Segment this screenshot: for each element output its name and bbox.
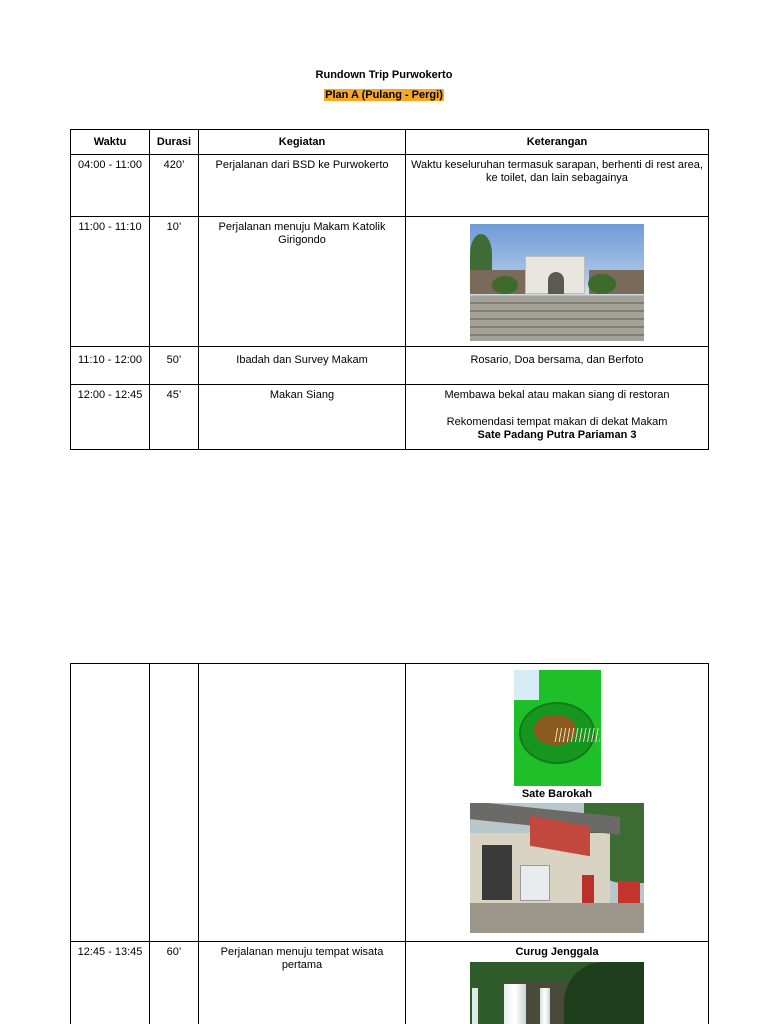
cell-durasi	[150, 664, 199, 942]
plan-subtitle: Plan A (Pulang - Pergi)	[325, 89, 443, 101]
cell-durasi: 420’	[150, 155, 199, 217]
table-header-row	[71, 130, 709, 155]
restaurant-name: Sate Padang Putra Pariaman 3	[477, 429, 637, 441]
cell-kegiatan	[199, 664, 406, 942]
header-durasi: Durasi	[150, 130, 199, 155]
cell-durasi: 45’	[150, 385, 199, 450]
cell-kegiatan: Ibadah dan Survey Makam	[199, 347, 406, 385]
cell-keterangan: Rosario, Doa bersama, dan Berfoto	[406, 347, 709, 385]
cell-kegiatan: Perjalanan dari BSD ke Purwokerto	[199, 155, 406, 217]
keterangan-text: Membawa bekal atau makan siang di restoran	[444, 389, 670, 401]
cell-waktu: 12:00 - 12:45	[71, 385, 150, 450]
cell-durasi: 10’	[150, 217, 199, 347]
cell-durasi: 60’	[150, 942, 199, 1024]
sate-barokah-label: Sate Barokah	[521, 788, 593, 800]
document-title: Rundown Trip Purwokerto	[315, 69, 453, 81]
subtitle-wrap	[0, 89, 768, 101]
table-row	[71, 664, 709, 942]
cell-waktu	[71, 664, 150, 942]
curug-jenggala-photo	[470, 962, 644, 1024]
header-kegiatan: Kegiatan	[199, 130, 406, 155]
sate-photo	[514, 670, 601, 786]
cell-waktu: 11:00 - 11:10	[71, 217, 150, 347]
table-row	[71, 155, 709, 217]
cell-durasi: 50’	[150, 347, 199, 385]
curug-jenggala-label: Curug Jenggala	[515, 946, 599, 958]
cell-keterangan	[406, 942, 709, 1024]
cell-keterangan	[406, 217, 709, 347]
rundown-table	[70, 129, 709, 450]
cell-kegiatan: Makan Siang	[199, 385, 406, 450]
table-row	[71, 385, 709, 450]
table-row	[71, 217, 709, 347]
cell-waktu: 04:00 - 11:00	[71, 155, 150, 217]
header-keterangan: Keterangan	[406, 130, 709, 155]
rekomendasi-text: Rekomendasi tempat makan di dekat Makam	[446, 416, 668, 428]
cell-waktu: 12:45 - 13:45	[71, 942, 150, 1024]
rundown-table-continued	[70, 663, 709, 1024]
cell-keterangan: Waktu keseluruhan termasuk sarapan, berhenti di rest area, ke toilet, dan lain sebagainya	[406, 155, 709, 217]
cell-kegiatan: Perjalanan menuju tempat wisata pertama	[199, 942, 406, 1024]
cell-keterangan	[406, 385, 709, 450]
sate-barokah-photo	[470, 803, 644, 933]
cell-keterangan	[406, 664, 709, 942]
cell-kegiatan: Perjalanan menuju Makam Katolik Girigondo	[199, 217, 406, 347]
table-row	[71, 942, 709, 1024]
makam-girigondo-photo	[470, 224, 644, 341]
header-waktu: Waktu	[71, 130, 150, 155]
table-row	[71, 347, 709, 385]
cell-waktu: 11:10 - 12:00	[71, 347, 150, 385]
